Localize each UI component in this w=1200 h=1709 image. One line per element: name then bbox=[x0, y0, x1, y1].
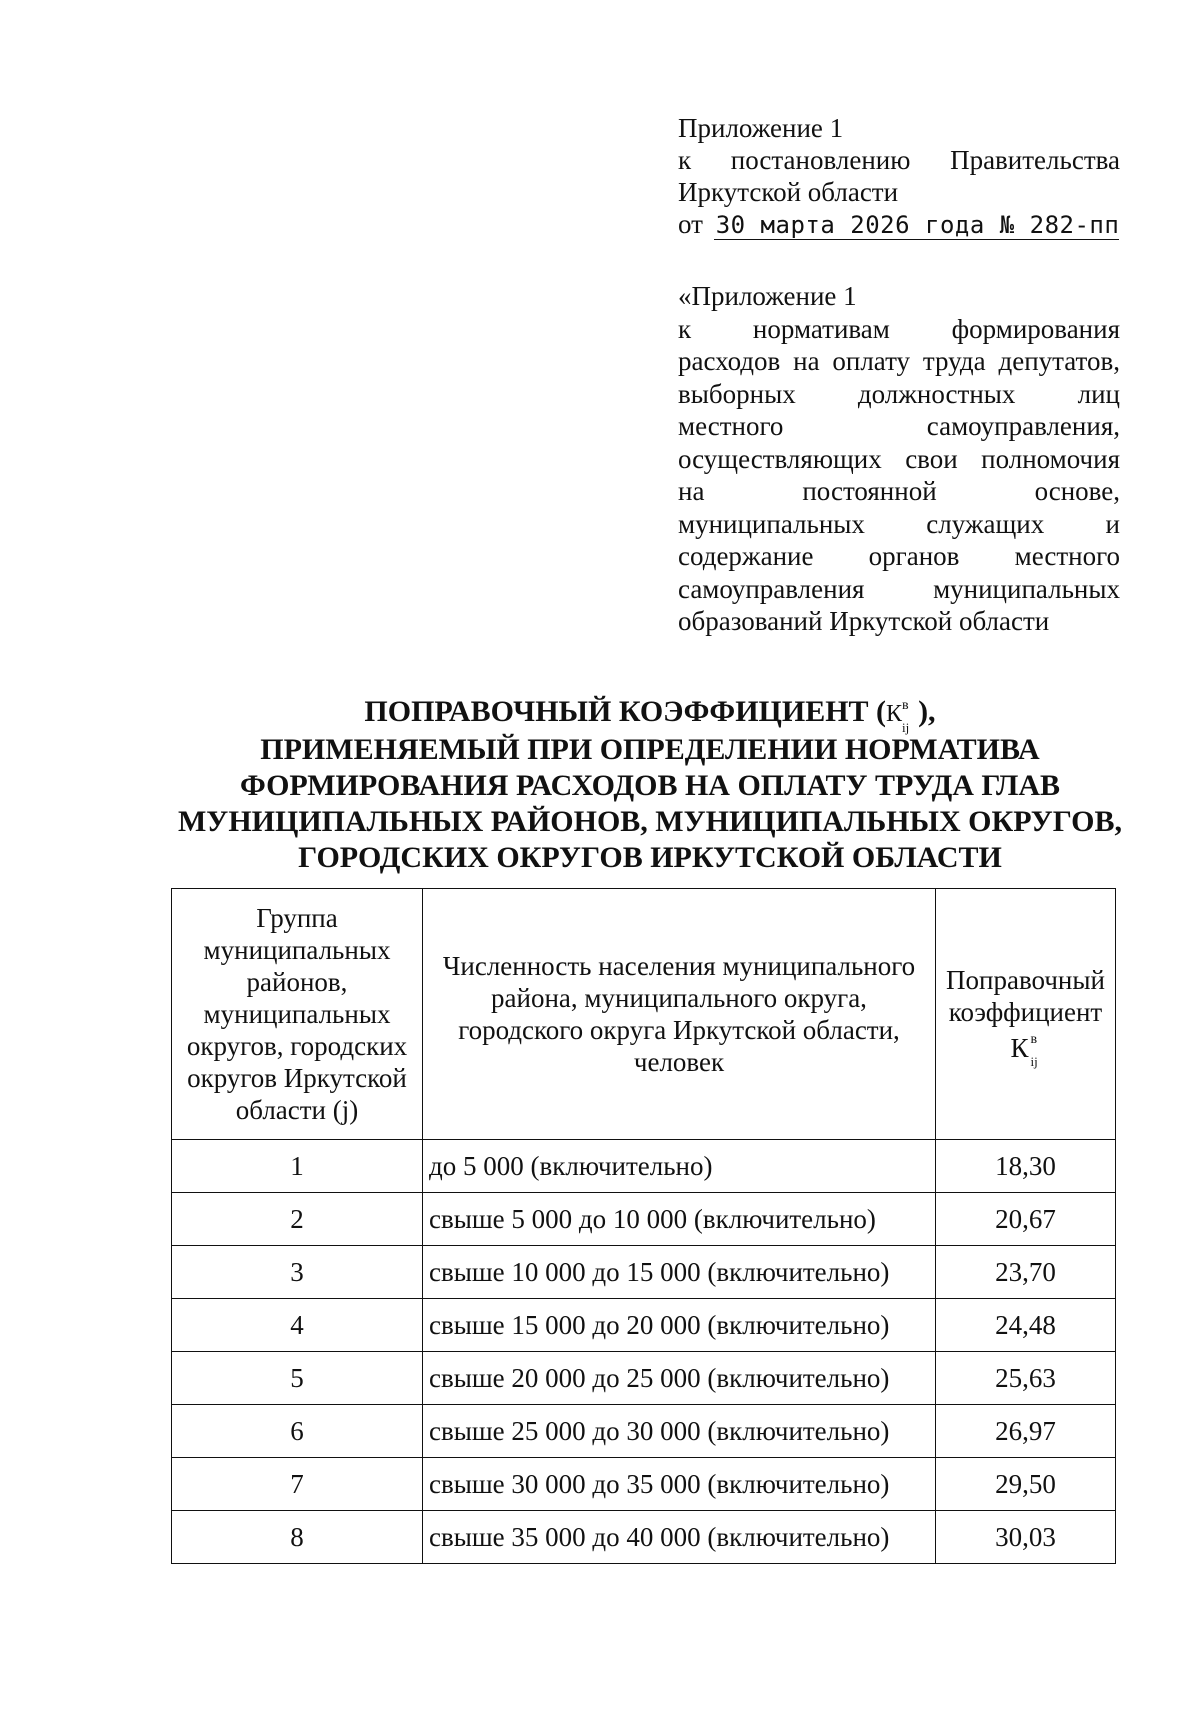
table-row bbox=[172, 1140, 1116, 1193]
header-line: района, муниципального округа, bbox=[491, 983, 867, 1013]
header-line: коэффициент bbox=[948, 997, 1103, 1027]
annex-reference-line: местного самоуправления, bbox=[678, 411, 1120, 441]
decree-date-number: 30 марта 2026 года № 282-пп bbox=[715, 211, 1120, 239]
group-cell: 8 bbox=[172, 1511, 423, 1564]
group-cell: 4 bbox=[172, 1299, 423, 1352]
population-cell: свыше 30 000 до 35 000 (включительно) bbox=[423, 1458, 936, 1511]
annex-reference-line: образований Иркутской области bbox=[678, 606, 1050, 636]
header-line: Группа bbox=[256, 903, 338, 933]
header-line: муниципальных bbox=[203, 999, 391, 1029]
population-cell: свыше 15 000 до 20 000 (включительно) bbox=[423, 1299, 936, 1352]
header-line: муниципальных bbox=[203, 935, 391, 965]
annex-region-line: Иркутской области bbox=[678, 177, 899, 207]
header-population bbox=[423, 889, 936, 1140]
table-row bbox=[172, 1193, 1116, 1246]
group-cell: 6 bbox=[172, 1405, 423, 1458]
header-line: городского округа Иркутской области, bbox=[458, 1015, 900, 1045]
group-cell: 7 bbox=[172, 1458, 423, 1511]
table-row bbox=[172, 1299, 1116, 1352]
group-cell: 1 bbox=[172, 1140, 423, 1193]
annex-reference-line: расходов на оплату труда депутатов, bbox=[678, 346, 1120, 376]
coefficient-symbol bbox=[886, 696, 918, 735]
k-subscript: ij bbox=[1030, 1054, 1038, 1069]
header-line: округов, городских bbox=[186, 1031, 408, 1061]
coefficient-cell: 30,03 bbox=[936, 1511, 1116, 1564]
header-coefficient bbox=[936, 889, 1116, 1140]
title-text: ), bbox=[918, 695, 936, 728]
annex-reference-line: муниципальных служащих и bbox=[678, 508, 1120, 539]
header-line: Поправочный bbox=[946, 965, 1105, 995]
header-line: человек bbox=[633, 1047, 725, 1077]
date-prefix: от bbox=[678, 209, 703, 239]
coefficient-cell: 24,48 bbox=[936, 1299, 1116, 1352]
header-line: районов, bbox=[246, 967, 348, 997]
population-cell: свыше 20 000 до 25 000 (включительно) bbox=[423, 1352, 936, 1405]
title-line-1 bbox=[130, 694, 1170, 735]
k-superscript: в bbox=[902, 698, 909, 713]
header-k-symbol bbox=[936, 1028, 1115, 1069]
annex-reference-line: к нормативам формирования bbox=[678, 313, 1120, 344]
header-line: области (j) bbox=[235, 1095, 359, 1125]
population-cell: свыше 5 000 до 10 000 (включительно) bbox=[423, 1193, 936, 1246]
k-subscript: ij bbox=[902, 720, 910, 735]
table-row bbox=[172, 1511, 1116, 1564]
annex-reference-line: самоуправления муниципальных bbox=[678, 573, 1120, 604]
coefficient-cell: 25,63 bbox=[936, 1352, 1116, 1405]
title-line-5: ГОРОДСКИХ ОКРУГОВ ИРКУТСКОЙ ОБЛАСТИ bbox=[298, 841, 1002, 874]
population-cell: свыше 35 000 до 40 000 (включительно) bbox=[423, 1511, 936, 1564]
table-row bbox=[172, 1405, 1116, 1458]
title-line-3: ФОРМИРОВАНИЯ РАСХОДОВ НА ОПЛАТУ ТРУДА ГЛАВ bbox=[239, 769, 1061, 802]
annex-reference bbox=[678, 280, 1120, 638]
annex-reference-line: содержание органов местного bbox=[678, 541, 1120, 571]
title-line-4: МУНИЦИПАЛЬНЫХ РАЙОНОВ, МУНИЦИПАЛЬНЫХ ОКРУГОВ, bbox=[177, 805, 1122, 838]
title-text: ПОПРАВОЧНЫЙ КОЭФФИЦИЕНТ ( bbox=[364, 695, 887, 728]
coefficient-cell: 18,30 bbox=[936, 1140, 1116, 1193]
population-cell: свыше 10 000 до 15 000 (включительно) bbox=[423, 1246, 936, 1299]
coefficient-cell: 29,50 bbox=[936, 1458, 1116, 1511]
k-letter: К bbox=[1010, 1033, 1029, 1063]
group-cell: 5 bbox=[172, 1352, 423, 1405]
k-superscript: в bbox=[1030, 1032, 1038, 1047]
table-row bbox=[172, 1458, 1116, 1511]
header-group bbox=[172, 889, 423, 1140]
coefficient-cell: 23,70 bbox=[936, 1246, 1116, 1299]
annex-reference-line: осуществляющих свои полномочия bbox=[678, 443, 1120, 474]
annex-title: Приложение 1 bbox=[678, 113, 844, 143]
table-header-row bbox=[172, 889, 1116, 1140]
document-title bbox=[130, 694, 1170, 876]
group-cell: 2 bbox=[172, 1193, 423, 1246]
header-line: округов Иркутской bbox=[187, 1063, 407, 1093]
annex-reference-line: выборных должностных лиц bbox=[678, 378, 1120, 409]
table-row bbox=[172, 1352, 1116, 1405]
coefficient-cell: 20,67 bbox=[936, 1193, 1116, 1246]
annex-date-line bbox=[678, 208, 1120, 240]
k-letter: К bbox=[886, 701, 903, 727]
population-cell: до 5 000 (включительно) bbox=[423, 1140, 936, 1193]
population-cell: свыше 25 000 до 30 000 (включительно) bbox=[423, 1405, 936, 1458]
annex-decree-line: к постановлению Правительства bbox=[678, 145, 1120, 175]
group-cell: 3 bbox=[172, 1246, 423, 1299]
annex-header bbox=[678, 112, 1120, 240]
header-line: Численность населения муниципального bbox=[442, 951, 916, 981]
annex-reference-line: на постоянной основе, bbox=[678, 476, 1120, 506]
coefficient-cell: 26,97 bbox=[936, 1405, 1116, 1458]
coefficient-table bbox=[171, 888, 1116, 1564]
title-line-2: ПРИМЕНЯЕМЫЙ ПРИ ОПРЕДЕЛЕНИИ НОРМАТИВА bbox=[260, 733, 1040, 766]
annex-reference-line: «Приложение 1 bbox=[678, 281, 857, 311]
table-row bbox=[172, 1246, 1116, 1299]
